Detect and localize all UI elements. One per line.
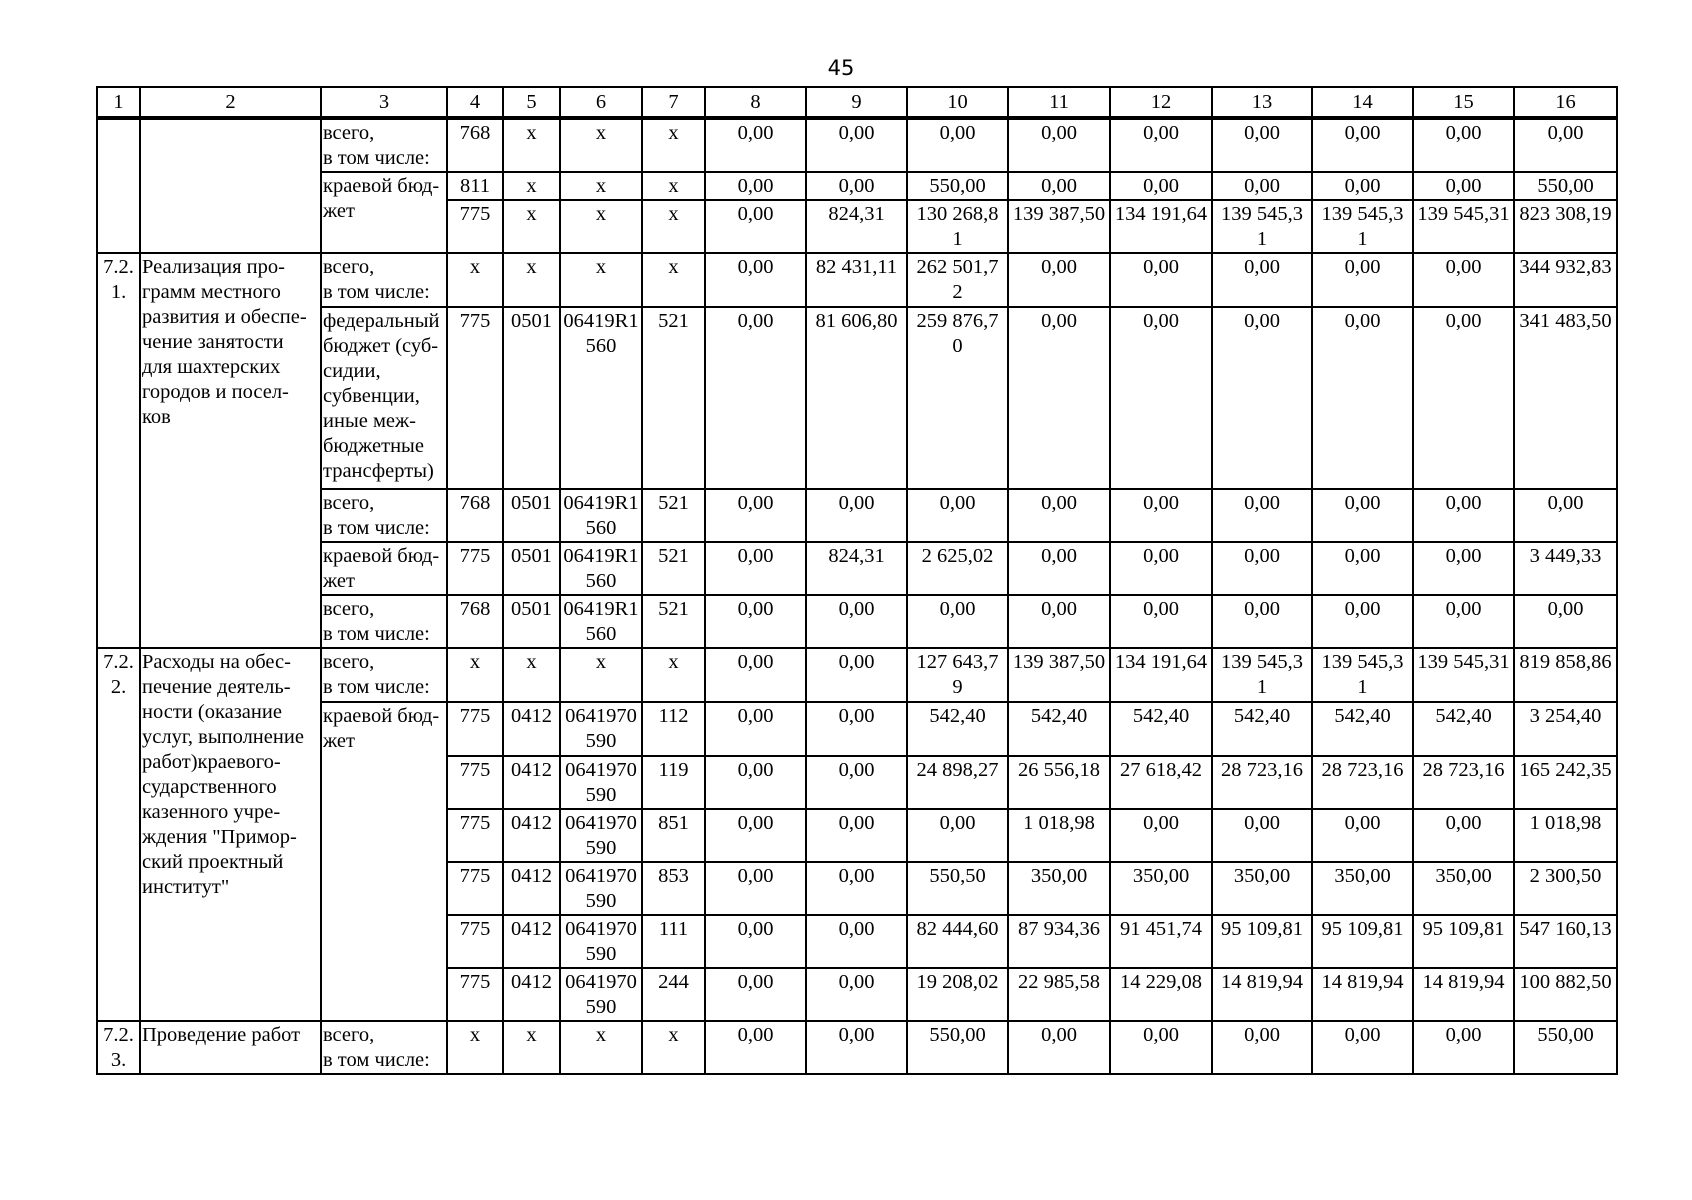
header-cell: 3 xyxy=(321,87,447,118)
section-name-cell xyxy=(140,118,321,253)
cell: 139 545,31 xyxy=(1413,200,1514,253)
source-label: всего, в том числе: xyxy=(321,648,447,702)
cell: 06419R1 560 xyxy=(560,542,642,595)
source-label: всего, в том числе: xyxy=(321,1021,447,1074)
cell: x xyxy=(503,648,560,702)
cell: 824,31 xyxy=(806,542,907,595)
cell: 550,00 xyxy=(1514,172,1617,200)
budget-table xyxy=(96,86,1618,1075)
cell: 775 xyxy=(447,862,503,915)
cell: 341 483,50 xyxy=(1514,307,1617,489)
cell: 91 451,74 xyxy=(1110,915,1212,968)
header-cell: 8 xyxy=(705,87,806,118)
cell: 06419R1 560 xyxy=(560,595,642,648)
cell: 521 xyxy=(642,489,705,542)
cell: 350,00 xyxy=(1312,862,1413,915)
cell: 768 xyxy=(447,595,503,648)
cell: 0,00 xyxy=(806,118,907,172)
cell: 165 242,35 xyxy=(1514,756,1617,809)
cell: 542,40 xyxy=(907,702,1008,756)
cell: 0,00 xyxy=(1110,253,1212,307)
cell: 100 882,50 xyxy=(1514,968,1617,1021)
cell: 0,00 xyxy=(1312,809,1413,862)
table-row xyxy=(97,1021,1617,1074)
source-label: всего, в том числе: xyxy=(321,595,447,648)
source-label: краевой бюд- жет xyxy=(321,542,447,595)
cell: 112 xyxy=(642,702,705,756)
cell: 134 191,64 xyxy=(1110,200,1212,253)
cell: 344 932,83 xyxy=(1514,253,1617,307)
cell: 0,00 xyxy=(705,915,806,968)
cell: 0412 xyxy=(503,756,560,809)
cell: 139 545,3 1 xyxy=(1212,648,1312,702)
cell: 0,00 xyxy=(806,702,907,756)
table-row xyxy=(97,307,1617,489)
cell: 775 xyxy=(447,756,503,809)
header-row xyxy=(97,87,1617,118)
cell: 3 449,33 xyxy=(1514,542,1617,595)
cell: 87 934,36 xyxy=(1008,915,1110,968)
header-cell: 9 xyxy=(806,87,907,118)
cell: 0641970 590 xyxy=(560,915,642,968)
cell: 14 229,08 xyxy=(1110,968,1212,1021)
cell: x xyxy=(503,172,560,200)
cell: 0501 xyxy=(503,595,560,648)
cell: 244 xyxy=(642,968,705,1021)
cell: 24 898,27 xyxy=(907,756,1008,809)
cell: 0,00 xyxy=(1008,253,1110,307)
cell: 0,00 xyxy=(1212,118,1312,172)
cell: 0412 xyxy=(503,968,560,1021)
header-cell: 10 xyxy=(907,87,1008,118)
cell: 0,00 xyxy=(705,756,806,809)
cell: x xyxy=(642,1021,705,1074)
cell: 0,00 xyxy=(1413,809,1514,862)
cell: 139 545,3 1 xyxy=(1212,200,1312,253)
header-cell: 4 xyxy=(447,87,503,118)
cell: 0,00 xyxy=(1110,307,1212,489)
header-cell: 13 xyxy=(1212,87,1312,118)
table-row xyxy=(97,648,1617,702)
table-row xyxy=(97,118,1617,172)
cell: 0,00 xyxy=(705,809,806,862)
cell: 06419R1 560 xyxy=(560,307,642,489)
cell: 134 191,64 xyxy=(1110,648,1212,702)
cell: 0,00 xyxy=(1212,489,1312,542)
cell: 542,40 xyxy=(1110,702,1212,756)
cell: 130 268,8 1 xyxy=(907,200,1008,253)
cell: 775 xyxy=(447,542,503,595)
cell: 259 876,7 0 xyxy=(907,307,1008,489)
cell: 775 xyxy=(447,809,503,862)
table-row xyxy=(97,489,1617,542)
cell: 768 xyxy=(447,489,503,542)
cell: 0,00 xyxy=(1312,489,1413,542)
cell: 853 xyxy=(642,862,705,915)
cell: 0412 xyxy=(503,915,560,968)
cell: 0,00 xyxy=(806,915,907,968)
cell: 28 723,16 xyxy=(1212,756,1312,809)
cell: 0,00 xyxy=(1312,542,1413,595)
cell: 0,00 xyxy=(1312,307,1413,489)
cell: 262 501,7 2 xyxy=(907,253,1008,307)
section-number: 7.2. 3. xyxy=(97,1021,140,1074)
cell: x xyxy=(503,1021,560,1074)
cell: x xyxy=(560,172,642,200)
cell: 0,00 xyxy=(806,172,907,200)
header-cell: 7 xyxy=(642,87,705,118)
header-cell: 6 xyxy=(560,87,642,118)
cell: 0,00 xyxy=(1008,1021,1110,1074)
cell: 0,00 xyxy=(1413,118,1514,172)
cell: 95 109,81 xyxy=(1312,915,1413,968)
section-name: Проведение работ xyxy=(140,1021,321,1074)
page-number: 45 xyxy=(827,56,855,80)
source-label: федеральный бюджет (суб- сидии, субвенции, иные меж- бюджетные трансферты) xyxy=(321,307,447,489)
cell: 0,00 xyxy=(1008,542,1110,595)
cell: x xyxy=(560,200,642,253)
cell: 824,31 xyxy=(806,200,907,253)
cell: 521 xyxy=(642,307,705,489)
cell: 0,00 xyxy=(1312,595,1413,648)
cell: 0,00 xyxy=(806,1021,907,1074)
cell: 0,00 xyxy=(1212,542,1312,595)
cell: 0,00 xyxy=(705,118,806,172)
table-row xyxy=(97,542,1617,595)
cell: 1 018,98 xyxy=(1514,809,1617,862)
cell: x xyxy=(503,200,560,253)
cell: 139 387,50 xyxy=(1008,648,1110,702)
header-cell: 15 xyxy=(1413,87,1514,118)
cell: 0,00 xyxy=(1110,172,1212,200)
section-number: 7.2. 2. xyxy=(97,648,140,1021)
cell: 139 545,31 xyxy=(1413,648,1514,702)
cell: 0412 xyxy=(503,862,560,915)
cell: x xyxy=(447,648,503,702)
cell: 0,00 xyxy=(1110,809,1212,862)
cell: 0,00 xyxy=(1312,253,1413,307)
cell: 542,40 xyxy=(1008,702,1110,756)
cell: 119 xyxy=(642,756,705,809)
cell: 0412 xyxy=(503,702,560,756)
table-row xyxy=(97,595,1617,648)
cell: 0,00 xyxy=(1110,118,1212,172)
cell: 547 160,13 xyxy=(1514,915,1617,968)
cell: x xyxy=(642,253,705,307)
cell: 95 109,81 xyxy=(1212,915,1312,968)
cell: x xyxy=(560,118,642,172)
cell: x xyxy=(560,648,642,702)
cell: 0,00 xyxy=(705,648,806,702)
cell: 0,00 xyxy=(1008,118,1110,172)
table-row xyxy=(97,253,1617,307)
cell: 0,00 xyxy=(705,1021,806,1074)
cell: 28 723,16 xyxy=(1312,756,1413,809)
cell: 0641970 590 xyxy=(560,862,642,915)
header-cell: 12 xyxy=(1110,87,1212,118)
cell: 139 545,3 1 xyxy=(1312,200,1413,253)
cell: 0501 xyxy=(503,489,560,542)
cell: 0501 xyxy=(503,307,560,489)
header-cell: 5 xyxy=(503,87,560,118)
cell: 851 xyxy=(642,809,705,862)
cell: 14 819,94 xyxy=(1413,968,1514,1021)
cell: 0,00 xyxy=(907,489,1008,542)
cell: x xyxy=(560,1021,642,1074)
cell: 06419R1 560 xyxy=(560,489,642,542)
cell: x xyxy=(447,253,503,307)
cell: 0,00 xyxy=(1008,489,1110,542)
cell: x xyxy=(447,1021,503,1074)
cell: 0,00 xyxy=(907,595,1008,648)
section-name: Расходы на обес- печение деятель- ности (оказание услуг, выполнение работ)краевого- сударственного казенного учре- ждения "Примор- ский проектный институт" xyxy=(140,648,321,1021)
cell: 19 208,02 xyxy=(907,968,1008,1021)
cell: 0,00 xyxy=(1008,595,1110,648)
cell: 127 643,7 9 xyxy=(907,648,1008,702)
cell: 350,00 xyxy=(1110,862,1212,915)
cell: x xyxy=(642,200,705,253)
cell: 14 819,94 xyxy=(1312,968,1413,1021)
cell: 0,00 xyxy=(1008,307,1110,489)
source-label: всего, в том числе: xyxy=(321,253,447,307)
cell: 775 xyxy=(447,200,503,253)
cell: 0,00 xyxy=(705,862,806,915)
cell: 0,00 xyxy=(705,253,806,307)
cell: 0,00 xyxy=(806,595,907,648)
cell: 350,00 xyxy=(1008,862,1110,915)
cell: 775 xyxy=(447,968,503,1021)
cell: 0,00 xyxy=(1312,118,1413,172)
cell: 0,00 xyxy=(705,307,806,489)
cell: 1 018,98 xyxy=(1008,809,1110,862)
cell: 0641970 590 xyxy=(560,809,642,862)
cell: 542,40 xyxy=(1212,702,1312,756)
cell: 0,00 xyxy=(705,595,806,648)
cell: 0,00 xyxy=(1413,595,1514,648)
cell: x xyxy=(560,253,642,307)
cell: 775 xyxy=(447,702,503,756)
cell: 0,00 xyxy=(806,648,907,702)
cell: 0,00 xyxy=(705,172,806,200)
cell: 0,00 xyxy=(1514,489,1617,542)
cell: 0,00 xyxy=(1212,253,1312,307)
cell: 823 308,19 xyxy=(1514,200,1617,253)
section-number: 7.2. 1. xyxy=(97,253,140,648)
header-cell: 11 xyxy=(1008,87,1110,118)
cell: x xyxy=(503,253,560,307)
cell: 0,00 xyxy=(1212,1021,1312,1074)
cell: 0,00 xyxy=(806,968,907,1021)
cell: 82 431,11 xyxy=(806,253,907,307)
cell: 27 618,42 xyxy=(1110,756,1212,809)
cell: 0,00 xyxy=(705,968,806,1021)
source-label: всего, в том числе: xyxy=(321,489,447,542)
cell: 0,00 xyxy=(1008,172,1110,200)
cell: 0,00 xyxy=(1312,1021,1413,1074)
cell: 0,00 xyxy=(907,809,1008,862)
source-label: краевой бюд- жет xyxy=(321,702,447,1021)
cell: 550,00 xyxy=(907,1021,1008,1074)
cell: 0412 xyxy=(503,809,560,862)
cell: 542,40 xyxy=(1312,702,1413,756)
cell: 350,00 xyxy=(1413,862,1514,915)
cell: 775 xyxy=(447,307,503,489)
cell: 2 625,02 xyxy=(907,542,1008,595)
cell: 22 985,58 xyxy=(1008,968,1110,1021)
cell: 0,00 xyxy=(1212,809,1312,862)
header-cell: 1 xyxy=(97,87,140,118)
cell: 139 387,50 xyxy=(1008,200,1110,253)
cell: 0,00 xyxy=(806,489,907,542)
cell: 0,00 xyxy=(1413,1021,1514,1074)
cell: 95 109,81 xyxy=(1413,915,1514,968)
cell: 0,00 xyxy=(1413,253,1514,307)
cell: 0641970 590 xyxy=(560,702,642,756)
cell: 0501 xyxy=(503,542,560,595)
source-label: краевой бюд- жет xyxy=(321,172,447,253)
cell: 0,00 xyxy=(705,542,806,595)
cell: 139 545,3 1 xyxy=(1312,648,1413,702)
cell: 0,00 xyxy=(1110,542,1212,595)
cell: 14 819,94 xyxy=(1212,968,1312,1021)
cell: 521 xyxy=(642,595,705,648)
header-cell: 14 xyxy=(1312,87,1413,118)
header-cell: 16 xyxy=(1514,87,1617,118)
cell: 811 xyxy=(447,172,503,200)
cell: x xyxy=(642,118,705,172)
cell: 550,50 xyxy=(907,862,1008,915)
cell: 0,00 xyxy=(1110,1021,1212,1074)
cell: 0641970 590 xyxy=(560,756,642,809)
cell: 28 723,16 xyxy=(1413,756,1514,809)
cell: x xyxy=(503,118,560,172)
cell: 775 xyxy=(447,915,503,968)
cell: 0,00 xyxy=(806,756,907,809)
cell: 0,00 xyxy=(1413,542,1514,595)
cell: 3 254,40 xyxy=(1514,702,1617,756)
cell: 26 556,18 xyxy=(1008,756,1110,809)
cell: 768 xyxy=(447,118,503,172)
cell: 0,00 xyxy=(1212,307,1312,489)
cell: 0,00 xyxy=(1110,489,1212,542)
cell: 0,00 xyxy=(1110,595,1212,648)
cell: 0,00 xyxy=(705,702,806,756)
cell: 111 xyxy=(642,915,705,968)
cell: 0,00 xyxy=(1413,307,1514,489)
cell: 0,00 xyxy=(907,118,1008,172)
cell: 2 300,50 xyxy=(1514,862,1617,915)
section-name: Реализация про- грамм местного развития и обеспе- чение занятости для шахтерских городов и посел- ков xyxy=(140,253,321,648)
cell: x xyxy=(642,172,705,200)
cell: 0641970 590 xyxy=(560,968,642,1021)
cell: 0,00 xyxy=(705,489,806,542)
cell: 0,00 xyxy=(1514,595,1617,648)
cell: 0,00 xyxy=(1212,595,1312,648)
cell: 0,00 xyxy=(806,862,907,915)
table-row xyxy=(97,702,1617,756)
cell: x xyxy=(642,648,705,702)
cell: 0,00 xyxy=(1312,172,1413,200)
cell: 550,00 xyxy=(1514,1021,1617,1074)
cell: 542,40 xyxy=(1413,702,1514,756)
cell: 0,00 xyxy=(1413,489,1514,542)
cell: 81 606,80 xyxy=(806,307,907,489)
table-row xyxy=(97,172,1617,200)
cell: 0,00 xyxy=(1413,172,1514,200)
section-number-cell xyxy=(97,118,140,253)
cell: 350,00 xyxy=(1212,862,1312,915)
cell: 0,00 xyxy=(1212,172,1312,200)
cell: 521 xyxy=(642,542,705,595)
cell: 0,00 xyxy=(705,200,806,253)
cell: 82 444,60 xyxy=(907,915,1008,968)
cell: 0,00 xyxy=(806,809,907,862)
cell: 0,00 xyxy=(1514,118,1617,172)
cell: 550,00 xyxy=(907,172,1008,200)
cell: 819 858,86 xyxy=(1514,648,1617,702)
source-label: всего, в том числе: xyxy=(321,118,447,172)
header-cell: 2 xyxy=(140,87,321,118)
